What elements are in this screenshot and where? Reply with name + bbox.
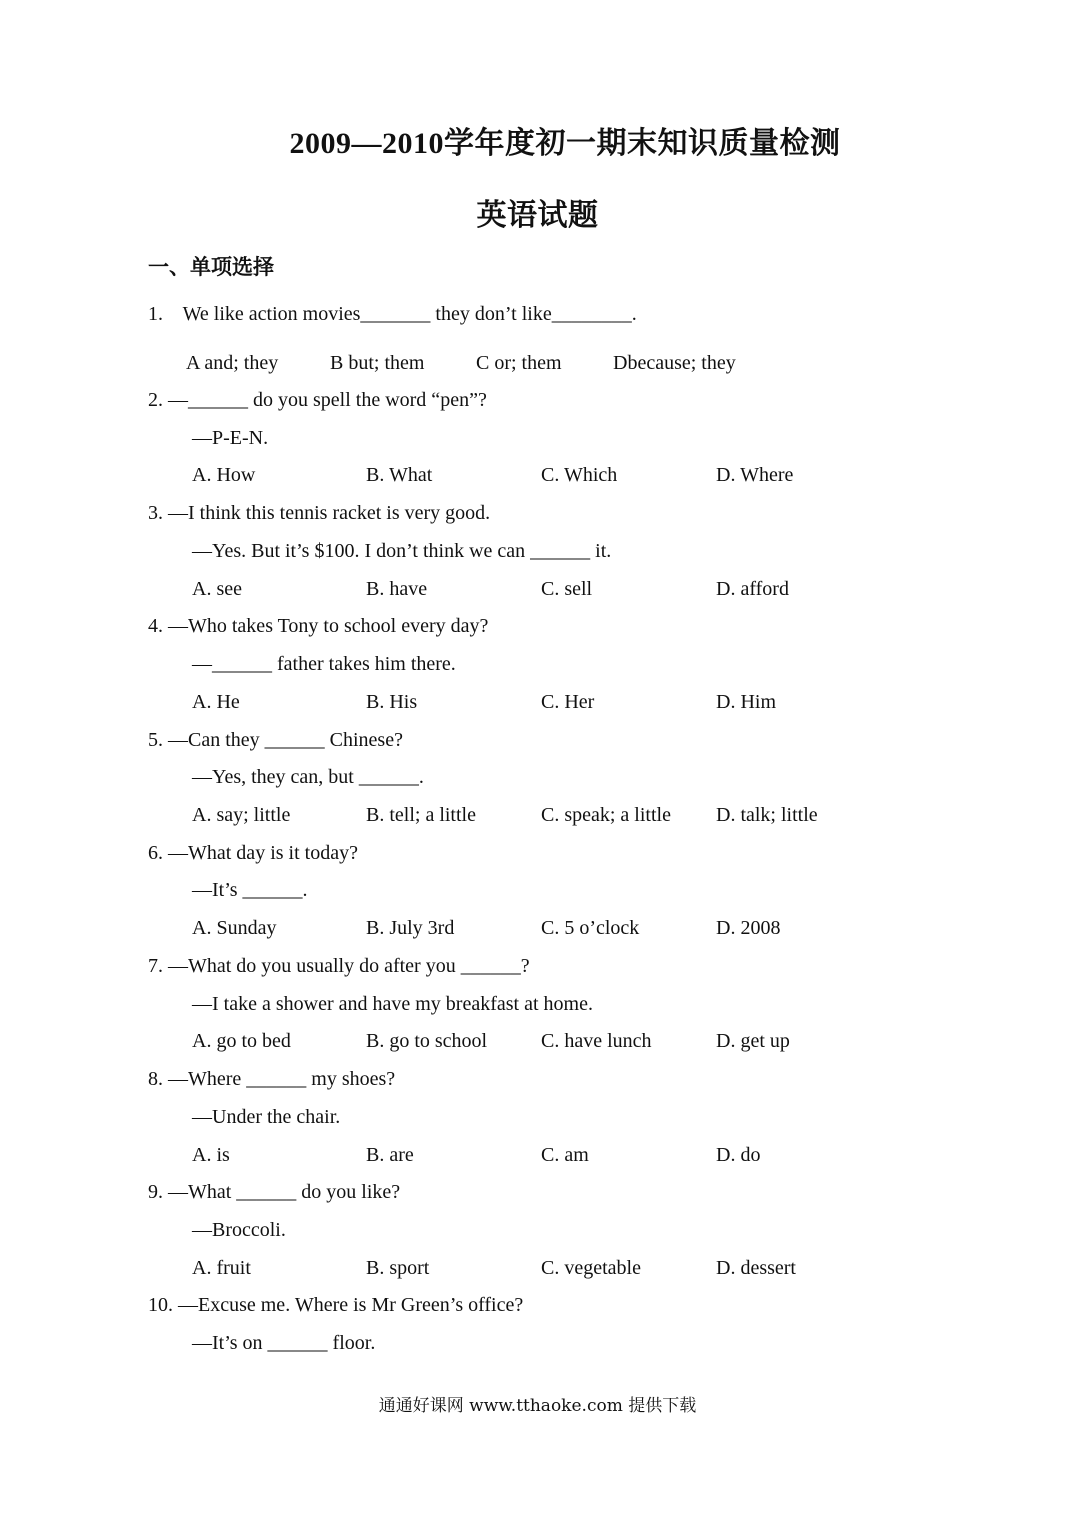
- question-5-option-d: D. talk; little: [716, 804, 818, 826]
- question-6-option-a: A. Sunday: [192, 917, 277, 939]
- question-9-option-a: A. fruit: [192, 1257, 251, 1279]
- question-8-stem: 8. —Where ______ my shoes?: [148, 1068, 396, 1090]
- question-3-option-a: A. see: [192, 578, 242, 600]
- question-3-answer-line: —Yes. But it’s $100. I don’t think we can ______ it.: [192, 540, 612, 562]
- section-heading: 一、单项选择: [148, 255, 274, 279]
- question-9-stem: 9. —What ______ do you like?: [148, 1181, 401, 1203]
- question-1-option-d: Dbecause; they: [613, 352, 736, 374]
- question-2-option-b: B. What: [366, 464, 433, 486]
- question-6-option-d: D. 2008: [716, 917, 781, 939]
- question-2-option-d: D. Where: [716, 464, 794, 486]
- question-5-option-b: B. tell; a little: [366, 804, 476, 826]
- question-4-option-c: C. Her: [541, 691, 595, 713]
- question-3-option-b: B. have: [366, 578, 428, 600]
- question-7-option-d: D. get up: [716, 1030, 790, 1052]
- page-footer: 通通好课网 www.tthaoke.com 提供下载: [378, 1396, 697, 1416]
- question-7-stem: 7. —What do you usually do after you ______?: [148, 955, 530, 977]
- question-1-option-c: C or; them: [476, 352, 562, 374]
- question-8-option-d: D. do: [716, 1144, 761, 1166]
- question-6-option-b: B. July 3rd: [366, 917, 455, 939]
- question-2-stem: 2. —______ do you spell the word “pen”?: [148, 389, 487, 411]
- question-7-option-b: B. go to school: [366, 1030, 488, 1052]
- question-1-option-a: A and; they: [186, 352, 279, 374]
- question-1-stem: 1. We like action movies_______ they don’t like________.: [148, 303, 637, 325]
- question-9-option-d: D. dessert: [716, 1257, 796, 1279]
- question-6-answer-line: —It’s ______.: [192, 879, 308, 901]
- question-4-answer-line: —______ father takes him there.: [192, 653, 456, 675]
- question-8-option-b: B. are: [366, 1144, 414, 1166]
- page-subtitle: 英语试题: [476, 199, 599, 232]
- question-9-option-b: B. sport: [366, 1257, 430, 1279]
- question-10-answer-line: —It’s on ______ floor.: [192, 1332, 376, 1354]
- question-4-option-d: D. Him: [716, 691, 776, 713]
- question-3-option-d: D. afford: [716, 578, 789, 600]
- page-title: 2009—2010学年度初一期末知识质量检测: [289, 127, 841, 160]
- question-4-option-a: A. He: [192, 691, 240, 713]
- question-7-option-a: A. go to bed: [192, 1030, 291, 1052]
- question-3-stem: 3. —I think this tennis racket is very good.: [148, 502, 491, 524]
- question-4-option-b: B. His: [366, 691, 418, 713]
- question-6-stem: 6. —What day is it today?: [148, 842, 358, 864]
- question-7-option-c: C. have lunch: [541, 1030, 652, 1052]
- question-9-answer-line: —Broccoli.: [192, 1219, 286, 1241]
- question-9-option-c: C. vegetable: [541, 1257, 641, 1279]
- question-4-stem: 4. —Who takes Tony to school every day?: [148, 615, 489, 637]
- question-10-stem: 10. —Excuse me. Where is Mr Green’s office?: [148, 1294, 524, 1316]
- question-2-answer-line: —P-E-N.: [192, 427, 269, 449]
- question-6-option-c: C. 5 o’clock: [541, 917, 640, 939]
- question-2-option-a: A. How: [192, 464, 256, 486]
- question-3-option-c: C. sell: [541, 578, 593, 600]
- question-5-option-c: C. speak; a little: [541, 804, 671, 826]
- question-5-option-a: A. say; little: [192, 804, 291, 826]
- question-8-answer-line: —Under the chair.: [192, 1106, 341, 1128]
- question-5-stem: 5. —Can they ______ Chinese?: [148, 729, 403, 751]
- question-5-answer-line: —Yes, they can, but ______.: [192, 766, 424, 788]
- question-2-option-c: C. Which: [541, 464, 618, 486]
- question-8-option-c: C. am: [541, 1144, 589, 1166]
- question-8-option-a: A. is: [192, 1144, 230, 1166]
- question-7-answer-line: —I take a shower and have my breakfast at home.: [192, 993, 593, 1015]
- question-1-option-b: B but; them: [330, 352, 425, 374]
